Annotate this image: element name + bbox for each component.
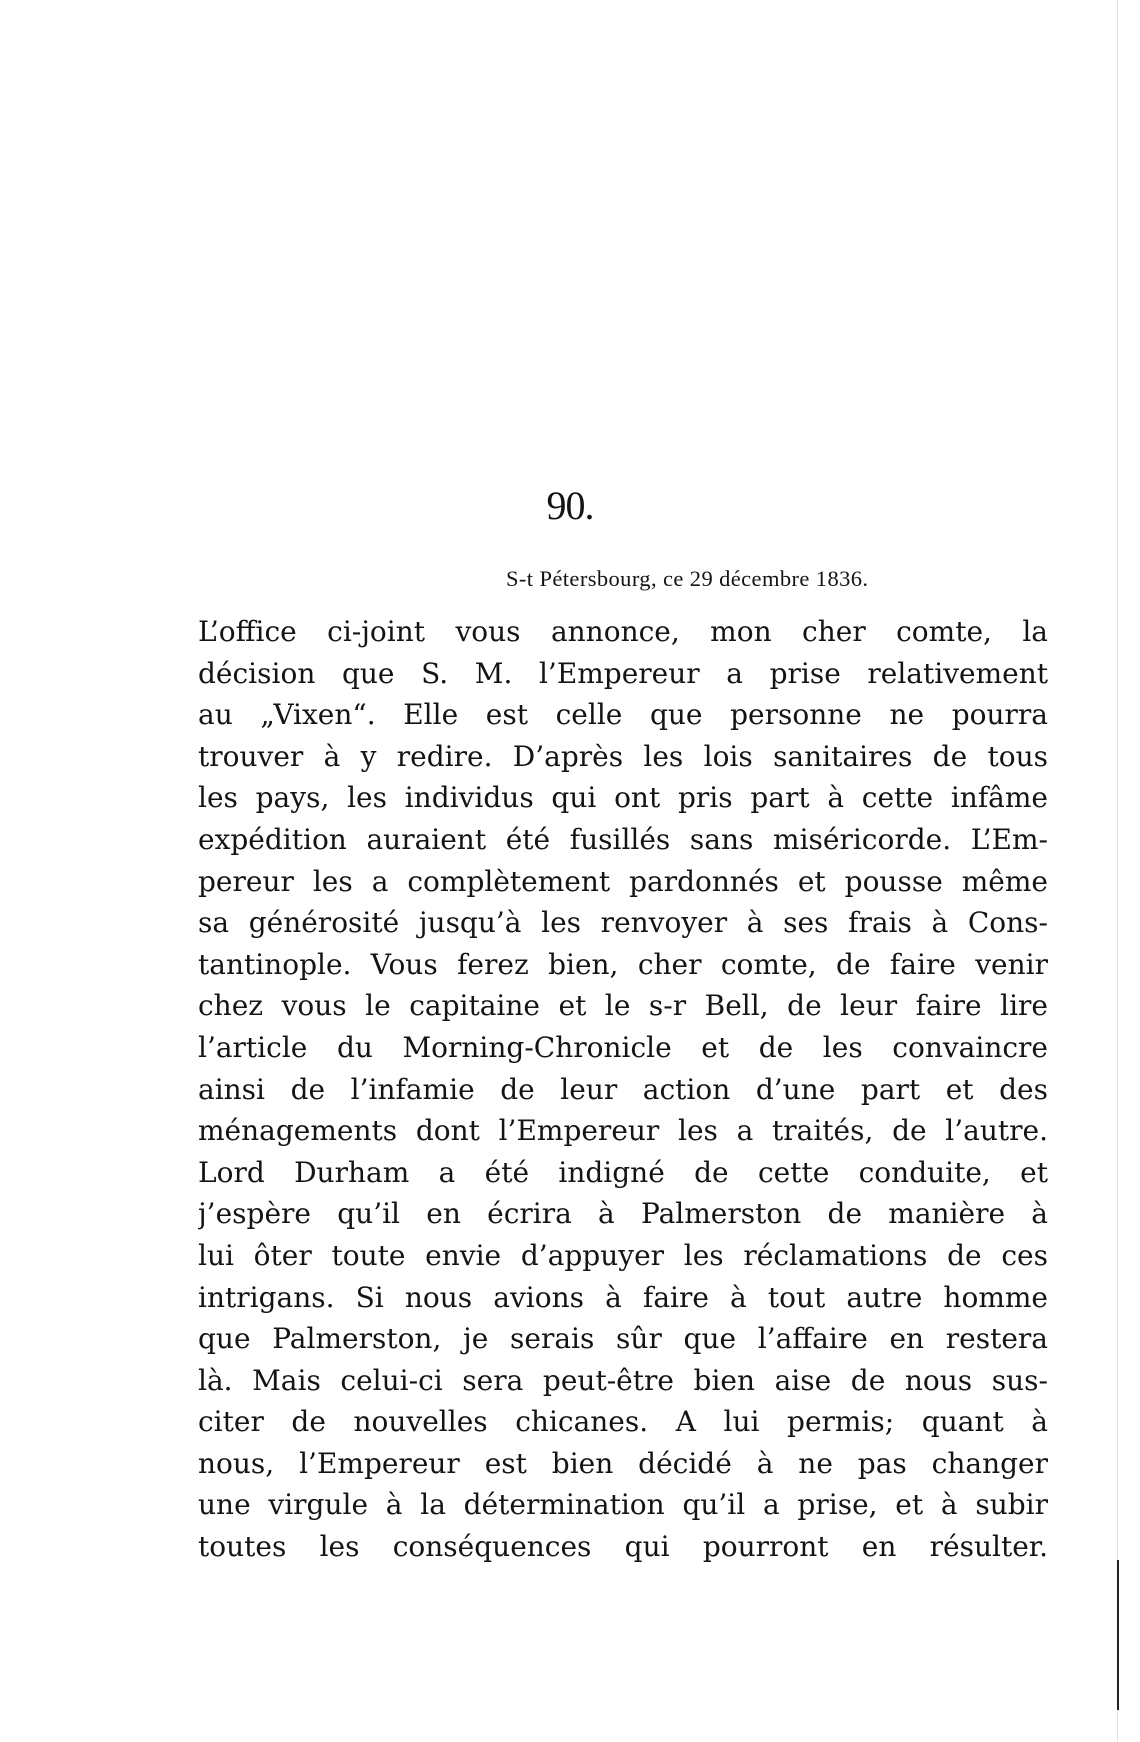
letter-dateline: S-t Pétersbourg, ce 29 décembre 1836.	[506, 566, 869, 591]
text-line: les pays, les individus qui ont pris part à cette infâme	[198, 781, 1048, 815]
text-line: pereur les a complètement pardonnés et pousse même	[198, 864, 1048, 898]
text-line: que Palmerston, je serais sûr que l’affaire en restera	[198, 1322, 1048, 1356]
text-line: tantinople. Vous ferez bien, cher comte, de faire venir	[198, 947, 1048, 981]
text-line: L’office ci-joint vous annonce, mon cher comte, la	[198, 615, 1048, 648]
text-line: Lord Durham a été indigné de cette conduite, et	[198, 1155, 1048, 1189]
text-line: j’espère qu’il en écrira à Palmerston de manière à	[198, 1197, 1048, 1231]
text-line: chez vous le capitaine et le s-r Bell, de leur faire lire	[198, 989, 1048, 1023]
text-line: expédition auraient été fusillés sans miséricorde. L’Em-	[198, 822, 1048, 856]
text-line: sa générosité jusqu’à les renvoyer à ses frais à Cons-	[198, 906, 1048, 940]
text-line: citer de nouvelles chicanes. A lui permis; quant à	[198, 1405, 1048, 1439]
text-line: décision que S. M. l’Empereur a prise relativement	[198, 656, 1048, 690]
text-line: trouver à y redire. D’après les lois sanitaires de tous	[198, 739, 1048, 773]
page-number: 90.	[546, 483, 594, 528]
text-line: intrigans. Si nous avions à faire à tout autre homme	[198, 1280, 1048, 1314]
text-line: nous, l’Empereur est bien décidé à ne pas changer	[198, 1446, 1048, 1480]
text-line: au „Vixen“. Elle est celle que personne ne pourra	[198, 698, 1048, 732]
text-line: là. Mais celui-ci sera peut-être bien aise de nous sus-	[198, 1363, 1048, 1397]
page-edge-shadow	[1117, 0, 1118, 1742]
text-line: une virgule à la détermination qu’il a prise, et à subir	[198, 1488, 1048, 1522]
text-line: ainsi de l’infamie de leur action d’une part et des	[198, 1072, 1048, 1106]
letter-body	[198, 611, 1048, 1568]
text-line: ménagements dont l’Empereur les a traités, de l’autre.	[198, 1114, 1048, 1148]
text-line: lui ôter toute envie d’appuyer les réclamations de ces	[198, 1238, 1048, 1272]
text-line: l’article du Morning-Chronicle et de les convaincre	[198, 1030, 1048, 1064]
page-edge-line	[1117, 1560, 1119, 1710]
text-line: toutes les conséquences qui pourront en résulter.	[198, 1530, 1048, 1564]
